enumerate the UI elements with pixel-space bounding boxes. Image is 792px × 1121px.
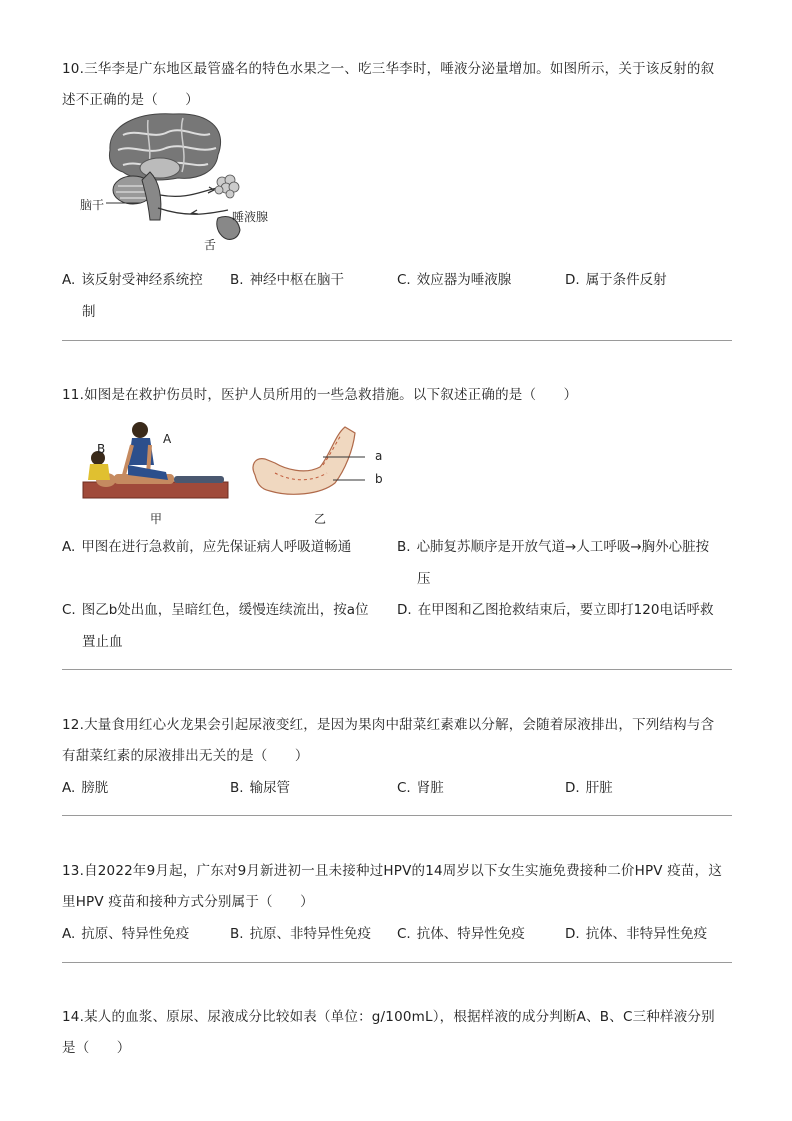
q14-stem-line1: 14.某人的血浆、原尿、尿液成分比较如表（单位：g/100mL），根据样液的成分判断A、B、C三种样液分别 bbox=[62, 1009, 715, 1025]
q12-option-c[interactable] bbox=[397, 776, 444, 796]
q11-option-c-cont: 置止血 bbox=[82, 634, 123, 650]
divider bbox=[62, 340, 732, 341]
q10-label-tongue: 舌 bbox=[204, 238, 217, 252]
q13-option-b[interactable] bbox=[230, 922, 371, 942]
option-text: 效应器为唾液腺 bbox=[416, 272, 512, 288]
q11-option-b[interactable] bbox=[397, 535, 709, 555]
option-text: 该反射受神经系统控 bbox=[81, 272, 203, 288]
q10-option-d[interactable] bbox=[565, 268, 667, 288]
option-letter: A. bbox=[62, 780, 76, 796]
q13-option-c[interactable] bbox=[397, 922, 525, 942]
q11-label-yi: 乙 bbox=[314, 512, 327, 526]
option-text: 在甲图和乙图抢救结束后，要立即打120电话呼救 bbox=[417, 602, 714, 618]
q10-label-salivary-gland: 唾液腺 bbox=[232, 210, 269, 224]
option-text: 抗原、非特异性免疫 bbox=[249, 926, 372, 942]
q11-option-d[interactable] bbox=[397, 598, 713, 618]
option-letter: A. bbox=[62, 539, 76, 555]
q12-stem-line2: 有甜菜红素的尿液排出无关的是（ ） bbox=[62, 748, 309, 764]
q12-option-a[interactable] bbox=[62, 776, 108, 796]
q11-label-jia: 甲 bbox=[150, 512, 163, 526]
option-letter: B. bbox=[397, 539, 411, 555]
q11-label-A: A bbox=[163, 432, 172, 446]
q13-option-a[interactable] bbox=[62, 922, 189, 942]
option-text: 抗原、特异性免疫 bbox=[81, 926, 190, 942]
q10-brain-figure bbox=[78, 110, 308, 255]
option-text: 心肺复苏顺序是开放气道→人工呼吸→胸外心脏按 bbox=[416, 539, 710, 555]
option-letter: D. bbox=[565, 780, 580, 796]
q14-stem-line2: 是（ ） bbox=[62, 1040, 131, 1056]
option-letter: A. bbox=[62, 272, 76, 288]
option-letter: C. bbox=[62, 602, 76, 618]
q11-option-b-cont: 压 bbox=[417, 571, 431, 587]
option-text: 抗体、非特异性免疫 bbox=[585, 926, 708, 942]
q10-stem-line1: 10.三华李是广东地区最管盛名的特色水果之一、吃三华李时，唾液分泌量增加。如图所示，关于该反射的叙 bbox=[62, 61, 715, 77]
q11-stem-line1: 11.如图是在救护伤员时，医护人员所用的一些急救措施。以下叙述正确的是（ ） bbox=[62, 387, 578, 403]
q10-stem-line2: 述不正确的是（ ） bbox=[62, 92, 199, 108]
q11-figure-yi bbox=[245, 425, 385, 510]
option-text: 属于条件反射 bbox=[585, 272, 667, 288]
q10-option-a[interactable] bbox=[62, 268, 203, 288]
q11-label-B: B bbox=[97, 442, 106, 456]
cpr-illustration bbox=[78, 420, 238, 520]
option-letter: C. bbox=[397, 926, 411, 942]
q10-option-a-cont: 制 bbox=[82, 304, 96, 320]
option-text: 肝脏 bbox=[585, 780, 613, 796]
option-text: 抗体、特异性免疫 bbox=[416, 926, 525, 942]
q12-stem-line1: 12.大量食用红心火龙果会引起尿液变红，是因为果肉中甜菜红素难以分解，会随着尿液排出，下列结构与含 bbox=[62, 717, 715, 733]
q11-label-a: a bbox=[375, 449, 383, 463]
option-letter: B. bbox=[230, 926, 244, 942]
option-letter: A. bbox=[62, 926, 76, 942]
q11-option-a[interactable] bbox=[62, 535, 351, 555]
option-text: 图乙b处出血，呈暗红色，缓慢连续流出，按a位 bbox=[81, 602, 369, 618]
q11-figure-jia bbox=[78, 420, 238, 520]
q11-label-b: b bbox=[375, 472, 383, 486]
divider bbox=[62, 962, 732, 963]
q12-option-b[interactable] bbox=[230, 776, 290, 796]
q11-option-c[interactable] bbox=[62, 598, 369, 618]
option-text: 肾脏 bbox=[416, 780, 444, 796]
arm-bleeding-illustration bbox=[245, 425, 385, 510]
option-letter: C. bbox=[397, 272, 411, 288]
option-letter: D. bbox=[565, 272, 580, 288]
q10-option-b[interactable] bbox=[230, 268, 344, 288]
option-letter: D. bbox=[397, 602, 412, 618]
option-text: 膀胱 bbox=[81, 780, 109, 796]
option-text: 神经中枢在脑干 bbox=[249, 272, 345, 288]
q10-label-brainstem: 脑干 bbox=[80, 198, 105, 212]
q10-option-c[interactable] bbox=[397, 268, 511, 288]
option-letter: B. bbox=[230, 272, 244, 288]
option-text: 甲图在进行急救前，应先保证病人呼吸道畅通 bbox=[81, 539, 352, 555]
option-letter: C. bbox=[397, 780, 411, 796]
q13-stem-line1: 13.自2022年9月起，广东对9月新进初一且未接种过HPV的14周岁以下女生实施免费接种二价HPV 疫苗，这 bbox=[62, 863, 723, 879]
q13-stem-line2: 里HPV 疫苗和接种方式分别属于（ ） bbox=[62, 894, 314, 910]
option-letter: B. bbox=[230, 780, 244, 796]
q12-option-d[interactable] bbox=[565, 776, 613, 796]
brain-reflex-illustration bbox=[78, 110, 308, 255]
option-letter: D. bbox=[565, 926, 580, 942]
q13-option-d[interactable] bbox=[565, 922, 707, 942]
divider bbox=[62, 815, 732, 816]
option-text: 输尿管 bbox=[249, 780, 291, 796]
divider bbox=[62, 669, 732, 670]
